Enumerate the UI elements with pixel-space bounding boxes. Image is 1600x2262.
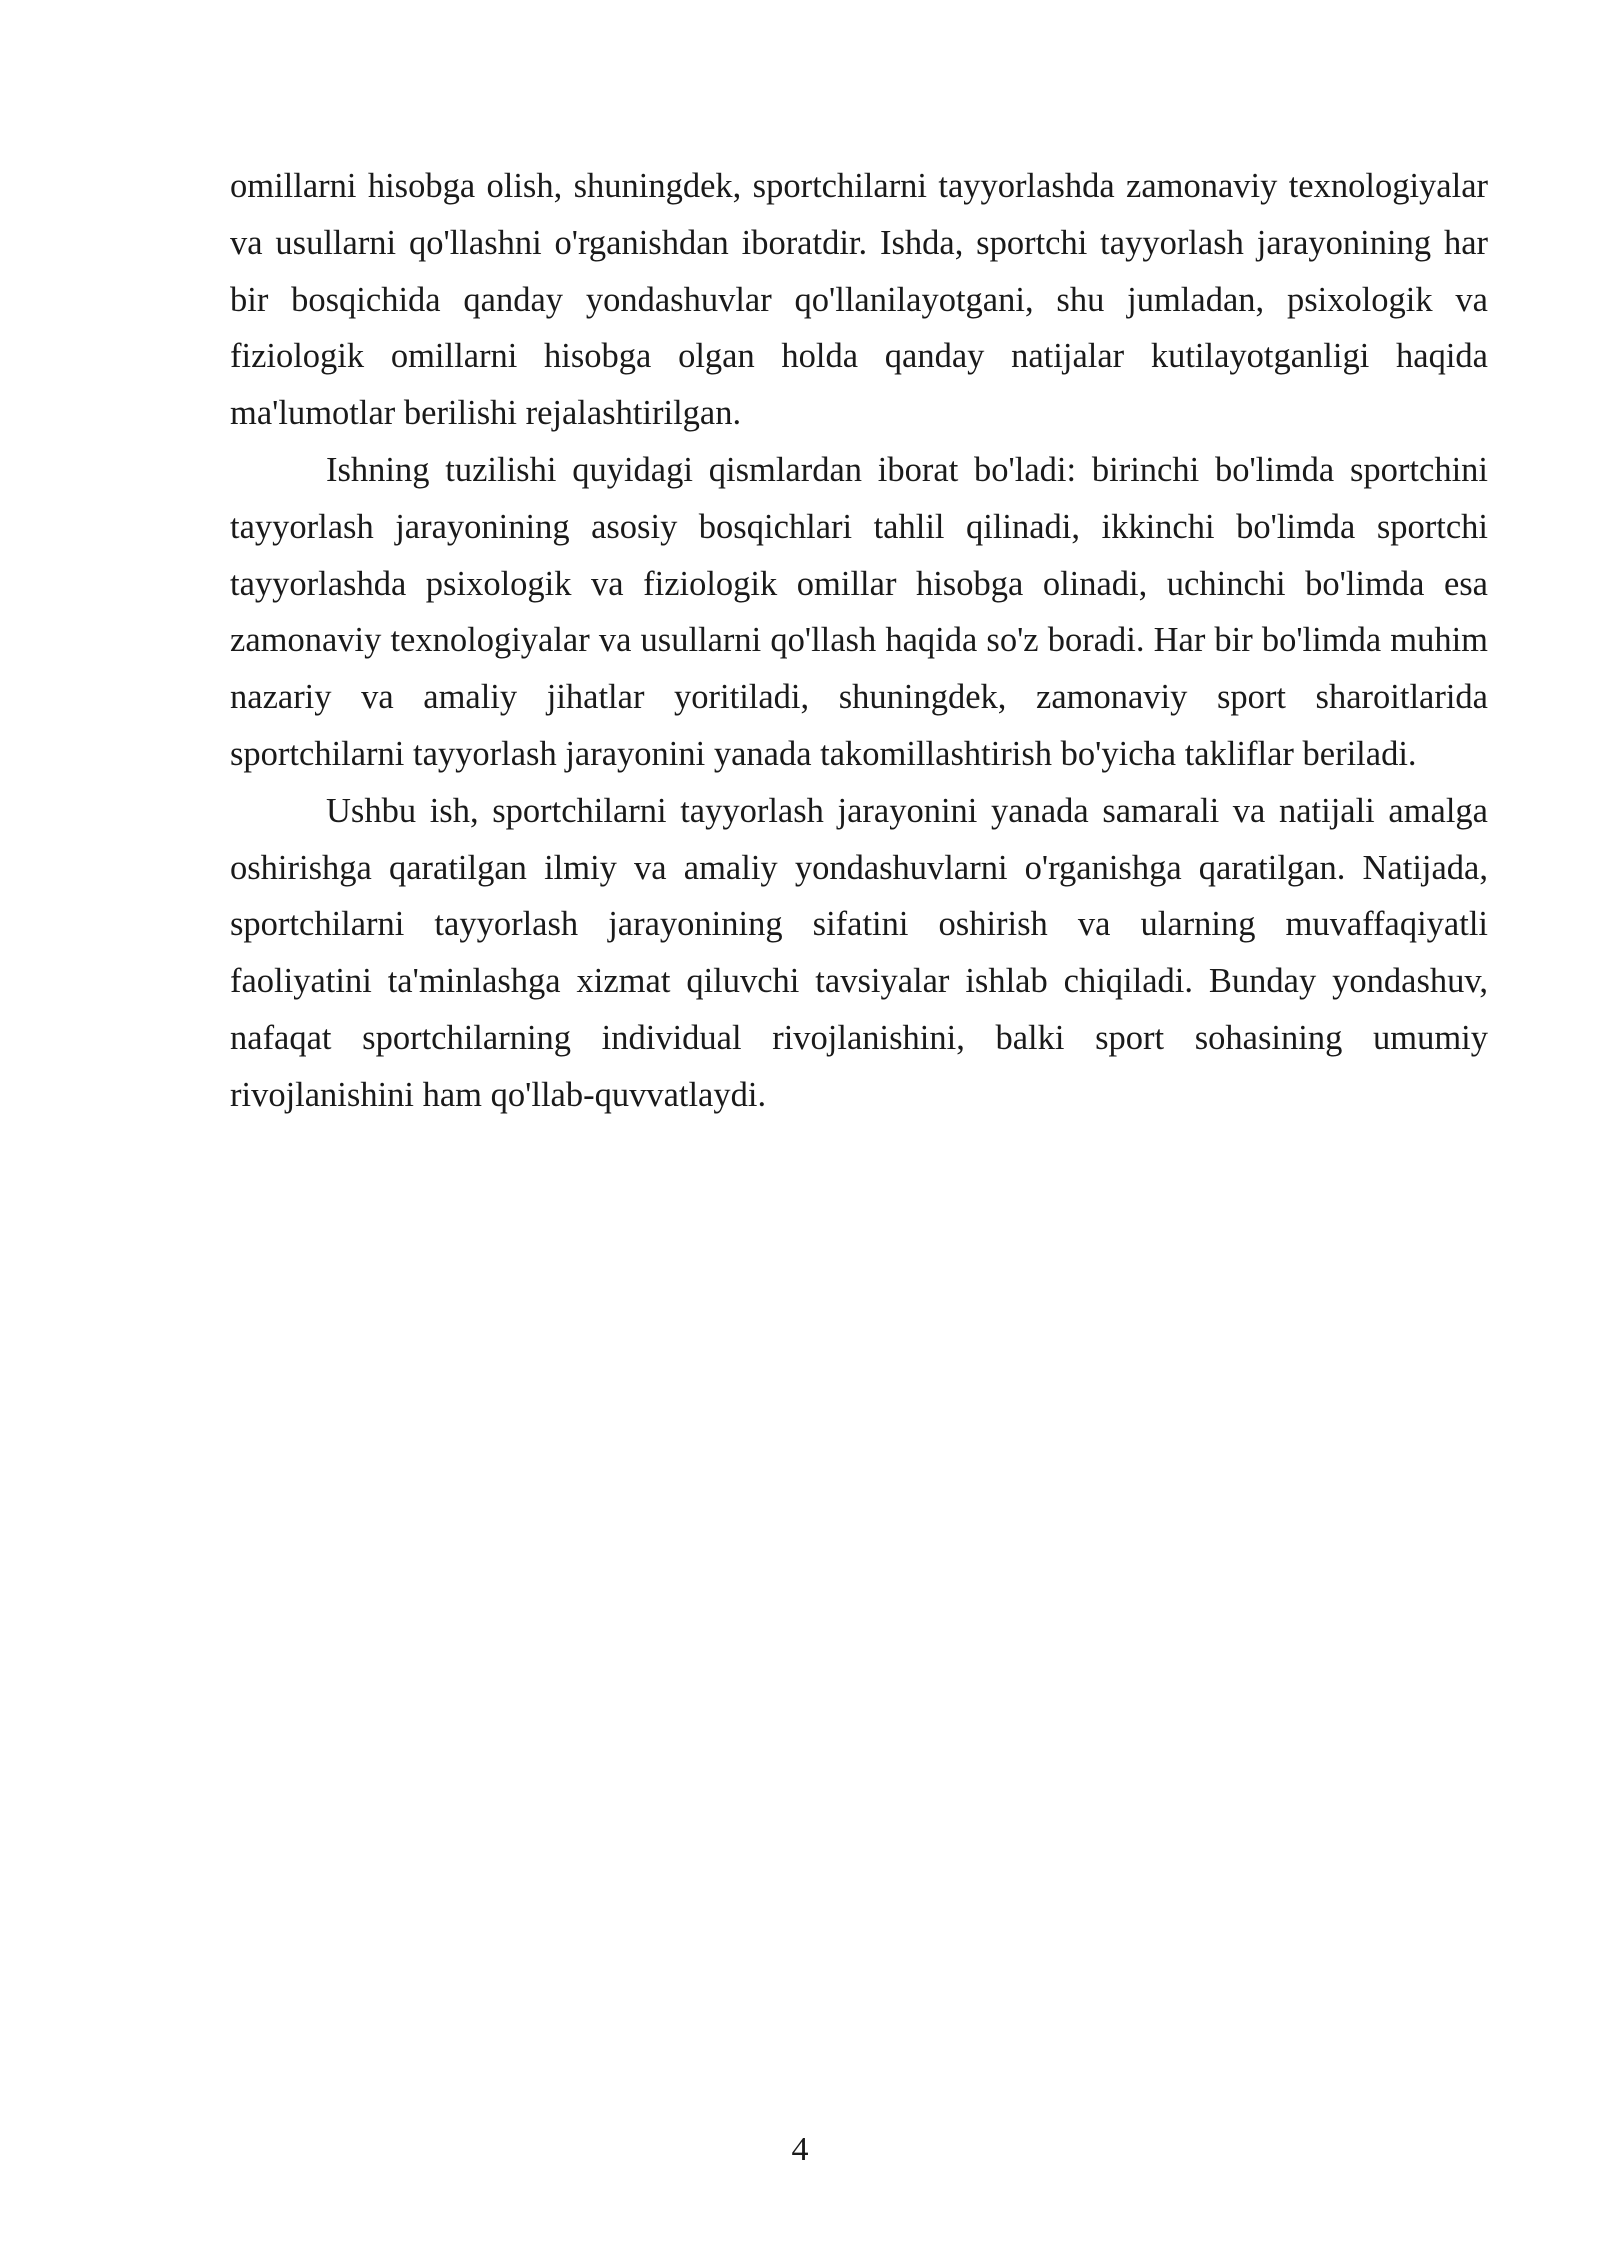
page-number: 4 [791,2131,809,2168]
paragraph-continued: omillarni hisobga olish, shuningdek, sportchilarni tayyorlashda zamonaviy texnologiyalar va usullarni qo'llashni o'rganishdan iboratdir. Ishda, sportchi tayyorlash jarayonining har bir bosqichida qanday yondashuvlar qo'llanilayotgani, shu jumladan, psixologik va fiziologik omillarni hisobga olgan holda qanday natijalar kutilayotganligi haqida ma'lumotlar berilishi rejalashtirilgan. [230,167,1488,433]
paragraph-conclusion: Ushbu ish, sportchilarni tayyorlash jarayonini yanada samarali va natijali amalga oshirishga qaratilgan ilmiy va amaliy yondashuvlarni o'rganishga qaratilgan. Natijada, sportchilarni tayyorlash jarayonining sifatini oshirish va ularning muvaffaqiyatli faoliyatini ta'minlashga xizmat qiluvchi tavsiyalar ishlab chiqiladi. Bunday yondashuv, nafaqat sportchilarning individual rivojlanishini, balki sport sohasining umumiy rivojlanishini ham qo'llab-quvvatlaydi. [230,791,1488,1114]
body-text [230,158,1488,1124]
paragraph-structure: Ishning tuzilishi quyidagi qismlardan iborat bo'ladi: birinchi bo'limda sportchini tayyorlash jarayonining asosiy bosqichlari tahlil qilinadi, ikkinchi bo'limda sportchi tayyorlashda psixologik va fiziologik omillar hisobga olinadi, uchinchi bo'limda esa zamonaviy texnologiyalar va usullarni qo'llash haqida so'z boradi. Har bir bo'limda muhim nazariy va amaliy jihatlar yoritiladi, shuningdek, zamonaviy sport sharoitlarida sportchilarni tayyorlash jarayonini yanada takomillashtirish bo'yicha takliflar beriladi. [230,450,1488,773]
